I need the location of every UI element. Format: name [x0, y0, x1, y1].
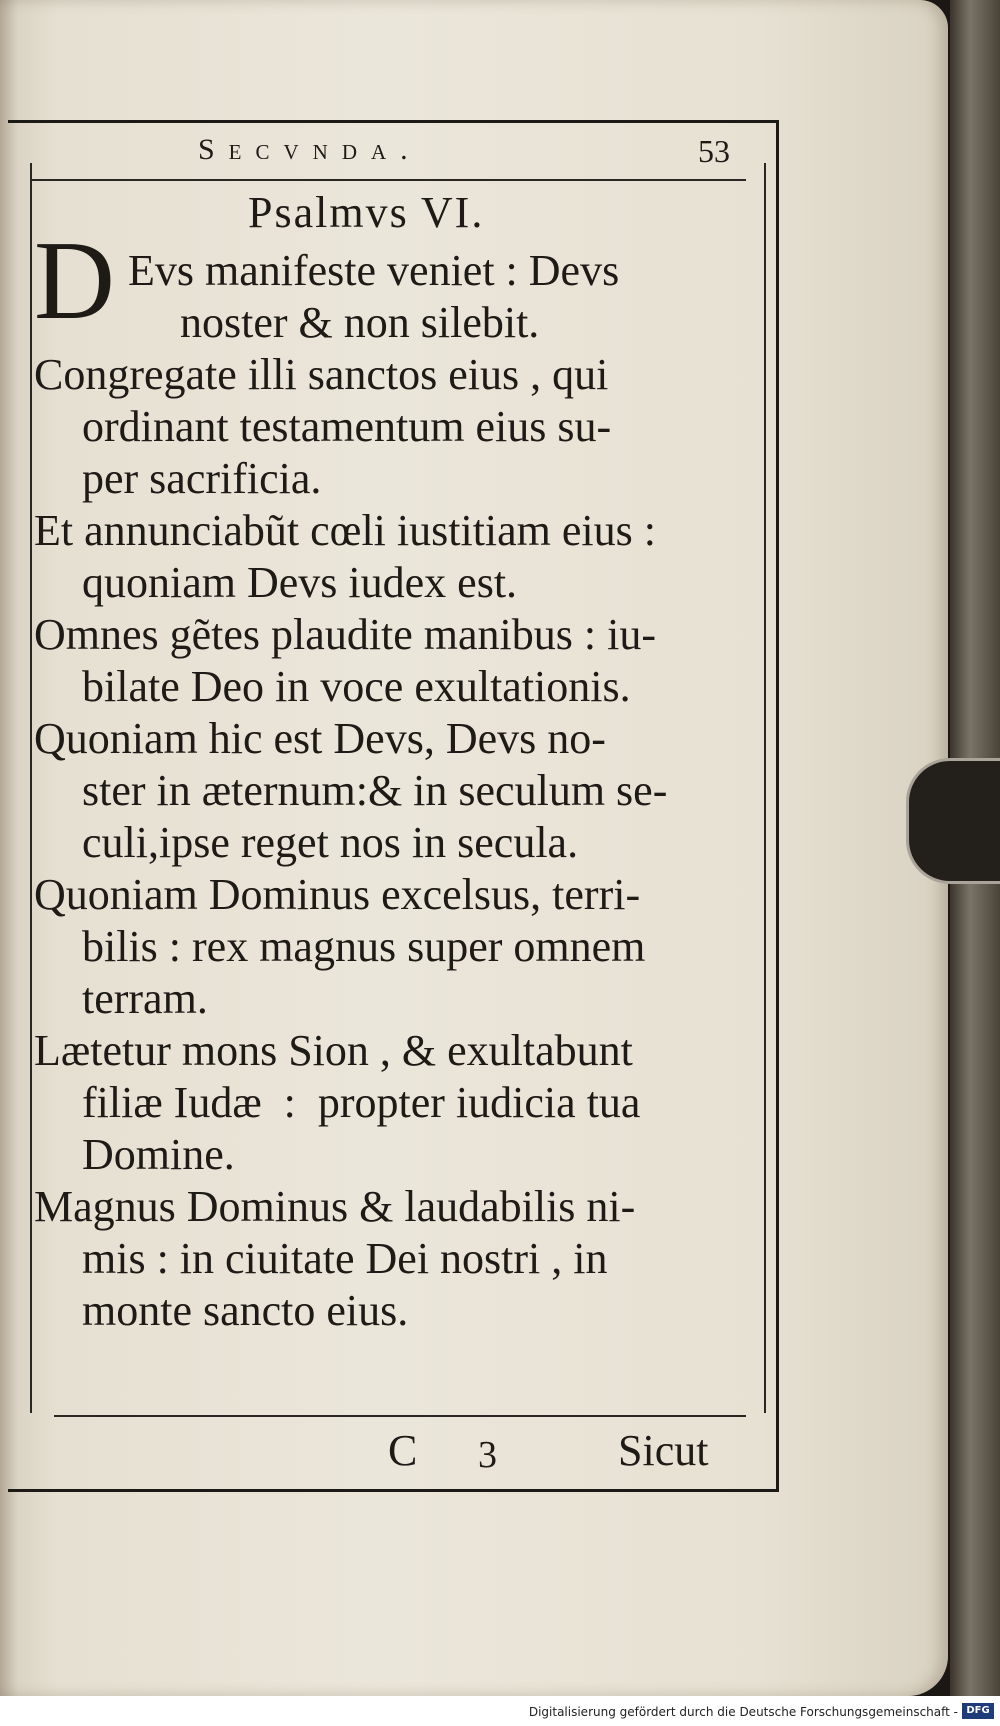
text-line: monte sancto eius. — [82, 1286, 409, 1335]
signature-mark: C — [388, 1426, 418, 1475]
text-line: Lætetur mons Sion , & exultabunt — [34, 1026, 633, 1075]
footer-rule — [54, 1415, 746, 1417]
dfg-logo: DFG — [962, 1703, 994, 1719]
drop-cap: D — [34, 219, 115, 343]
text-frame — [8, 120, 779, 1492]
text-line: per sacrificia. — [82, 454, 322, 503]
text-line: Congregate illi sanctos eius , qui — [34, 350, 609, 399]
text-line: terram. — [82, 974, 208, 1023]
catchword: Sicut — [618, 1426, 709, 1475]
text-line: Omnes gẽtes plaudite manibus : iu- — [34, 610, 656, 659]
text-line: noster & non silebit. — [180, 298, 540, 347]
text-line: Quoniam hic est Devs, Devs no- — [34, 714, 606, 763]
text-line: bilate Deo in voce exultationis. — [82, 662, 631, 711]
text-line: Domine. — [82, 1130, 235, 1179]
text-line: ster in æternum:& in seculum se- — [82, 766, 668, 815]
text-line: quoniam Devs iudex est. — [82, 558, 518, 607]
page-number: 53 — [698, 133, 730, 169]
digitization-credit-bar — [0, 1696, 1000, 1726]
frame-left-rule — [30, 163, 32, 1413]
text-line: Quoniam Dominus excelsus, terri- — [34, 870, 641, 919]
text-line: Magnus Dominus & laudabilis ni- — [34, 1182, 636, 1231]
text-line: Et annunciabũt cœli iustitiam eius : — [34, 506, 656, 555]
text-line: Evs manifeste veniet : Devs — [128, 246, 620, 295]
page-clip-tab — [906, 758, 1000, 884]
psalm-title: Psalmvs VI. — [248, 188, 485, 237]
signature-number: 3 — [478, 1434, 497, 1476]
text-line: filiæ Iudæ : propter iudicia tua — [82, 1078, 641, 1127]
text-line: culi,ipse reget nos in secula. — [82, 818, 579, 867]
text-line: ordinant testamentum eius su- — [82, 402, 612, 451]
text-line: bilis : rex magnus super omnem — [82, 922, 646, 971]
header-rule — [30, 179, 746, 181]
frame-right-rule — [764, 163, 766, 1413]
running-head: Secvnda. — [198, 133, 422, 166]
credit-text: Digitalisierung gefördert durch die Deutsche Forschungsgemeinschaft - — [528, 1705, 958, 1719]
text-line: mis : in ciuitate Dei nostri , in — [82, 1234, 608, 1283]
